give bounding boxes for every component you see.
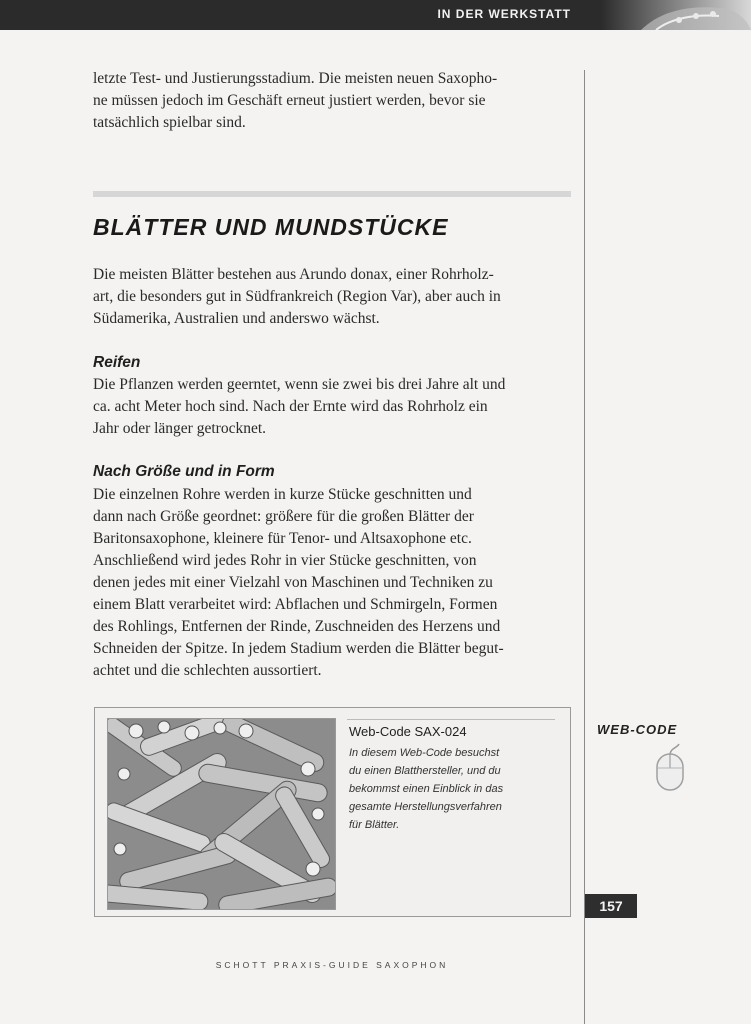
webcode-box-rule	[347, 719, 555, 720]
computer-mouse-icon	[651, 742, 689, 792]
cane-pieces-photo	[107, 718, 336, 910]
saxophone-header-image	[601, 0, 751, 30]
subheading-reifen: Reifen	[93, 354, 141, 371]
header-bar	[0, 0, 751, 30]
paragraph-reifen: Die Pflanzen werden geerntet, wenn sie zwei bis drei Jahre alt und ca. acht Meter hoch sind. Nach der Ernte wird das Rohrholz ein Jahr oder länger getrocknet.	[93, 376, 506, 437]
intro-paragraph: letzte Test- und Justierungsstadium. Die meisten neuen Saxopho- ne müssen jedoch im Geschäft erneut justiert werden, bevor sie tatsächlich spielbar sind.	[93, 70, 498, 131]
webcode-description: In diesem Web-Code besuchst du einen Blatthersteller, und du bekommst einen Einblick in das gesamte Herstellungsverfahren für Blätter.	[349, 747, 504, 831]
column-divider	[584, 70, 585, 1024]
webcode-box	[94, 707, 571, 917]
section-heading: BLÄTTER UND MUNDSTÜCKE	[93, 214, 449, 240]
section-separator-bar	[93, 191, 571, 197]
paragraph-blaetter: Die meisten Blätter bestehen aus Arundo donax, einer Rohrholz- art, die besonders gut in Südfrankreich (Region Var), aber auch in Südamerika, Australien und anderswo wächst.	[93, 266, 501, 327]
section-title: IN DER WERKSTATT	[437, 7, 571, 21]
webcode-margin-label: WEB-CODE	[597, 722, 678, 737]
subheading-groesse-form: Nach Größe und in Form	[93, 463, 275, 480]
footer-text: SCHOTT PRAXIS-GUIDE SAXOPHON	[215, 960, 449, 970]
paragraph-groesse-form: Die einzelnen Rohre werden in kurze Stücke geschnitten und dann nach Größe geordnet: größere für die großen Blätter der Baritonsaxophone, kleinere für Tenor- und Altsaxophone etc. Anschließend wird jedes Rohr in vier Stücke geschnitten, von denen jedes mit einer Vielzahl von Maschinen und Techniken zu einem Blatt verarbeitet wird: Abflachen und Schmirgeln, Formen des Rohlings, Entfernen der Rinde, Zuschneiden des Herzens und Schneiden der Spitze. In jedem Stadium werden die Blätter begut- achtet und die schlechten aussortiert.	[93, 486, 504, 679]
webcode-title: Web-Code SAX-024	[349, 724, 467, 739]
page-number: 157	[585, 894, 637, 918]
